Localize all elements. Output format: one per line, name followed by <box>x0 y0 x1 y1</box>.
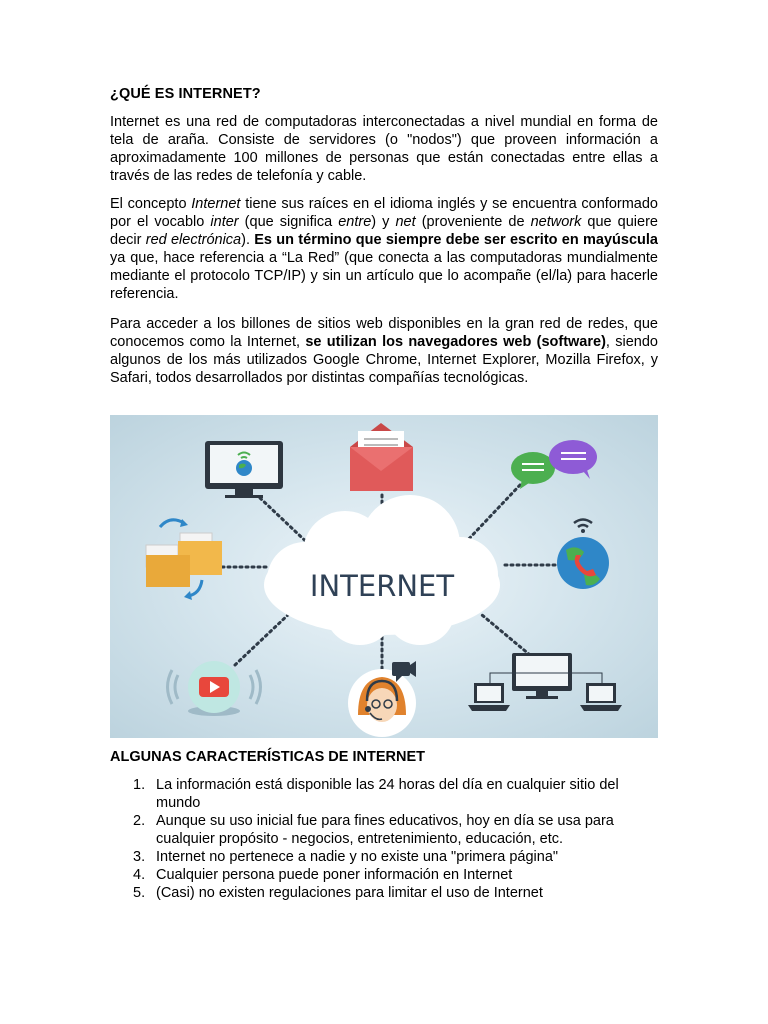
text-run: El concepto <box>110 196 192 212</box>
text-run: , siendo algunos de los más utilizados Google Chrome, Internet Explorer, Mozilla Firefox, y Safari, todos desarrollados por distintas compañías tecnológicas. <box>110 334 658 386</box>
list-number: 5. <box>133 885 146 901</box>
list-item-text: Internet no pertenece a nadie y no existe una "primera página" <box>156 849 559 865</box>
list-item-text: Cualquier persona puede poner información en Internet <box>156 867 513 883</box>
chat-bubbles-icon <box>511 440 597 489</box>
email-envelope-icon <box>350 423 413 491</box>
italic-run: network <box>530 214 582 230</box>
bold-run: Es un término que siempre debe ser escrito en mayúscula <box>254 232 658 248</box>
list-number: 3. <box>133 849 146 865</box>
italic-run: red electrónica <box>145 232 242 248</box>
cloud-icon <box>264 495 500 645</box>
monitor-globe-icon <box>205 441 283 498</box>
browsers-paragraph <box>110 315 658 387</box>
list-number: 2. <box>133 813 146 829</box>
text-run: Para acceder a los billones de sitios web disponibles en la gran red de redes, que conocemos como la Internet, <box>110 316 658 350</box>
list-item-text: Aunque su uso inicial fue para fines educativos, hoy en día se usa para cualquier propósito - negocios, entretenimiento, educación, etc. <box>156 813 614 847</box>
concept-paragraph <box>110 195 658 303</box>
italic-run: Internet <box>191 196 241 212</box>
internet-illustration <box>110 415 658 738</box>
globe-phone-icon <box>557 520 609 590</box>
video-play-icon <box>168 661 261 716</box>
list-item <box>110 884 658 902</box>
connected-devices-icon <box>468 653 622 711</box>
list-item <box>110 812 658 848</box>
list-item-text: (Casi) no existen regulaciones para limitar el uso de Internet <box>156 885 543 901</box>
italic-run: inter <box>210 214 239 230</box>
text-run: (proveniente de <box>415 214 531 230</box>
text-run: que quiere decir <box>110 214 658 248</box>
list-number: 1. <box>133 777 146 793</box>
text-run: ya que, hace referencia a “La Red” (que conecta a las computadoras mundialmente mediante el protocolo TCP/IP) y sin un artículo que lo acompañe (el/la) para hacerle referencia. <box>110 250 658 302</box>
list-item <box>110 866 658 884</box>
text-run: (que significa <box>238 214 339 230</box>
page-title: ¿QUÉ ES INTERNET? <box>110 86 261 102</box>
support-agent-icon <box>348 661 416 737</box>
intro-paragraph: Internet es una red de computadoras interconectadas a nivel mundial en forma de tela de araña. Consiste de servidores (o "nodos") que proveen información a aproximadamente 100 millones de personas que están conectadas entre ellas a través de las redes de telefonía y cable. <box>110 114 658 184</box>
shared-folders-icon <box>146 519 222 600</box>
list-item <box>110 848 658 866</box>
list-number: 4. <box>133 867 146 883</box>
list-item-text: La información está disponible las 24 horas del día en cualquier sitio del mundo <box>156 777 619 811</box>
text-run: ) y <box>371 214 396 230</box>
bold-run: se utilizan los navegadores web (software) <box>305 334 606 350</box>
cloud-label: INTERNET <box>309 569 455 603</box>
text-run: ). <box>241 232 255 248</box>
section-heading: ALGUNAS CARACTERÍSTICAS DE INTERNET <box>110 749 425 765</box>
internet-diagram <box>110 415 658 738</box>
italic-run: entre <box>338 214 372 230</box>
characteristics-list <box>110 776 658 902</box>
text-run: tiene sus raíces en el idioma inglés y se encuentra conformado por el vocablo <box>110 196 658 230</box>
italic-run: net <box>395 214 416 230</box>
list-item <box>110 776 658 812</box>
